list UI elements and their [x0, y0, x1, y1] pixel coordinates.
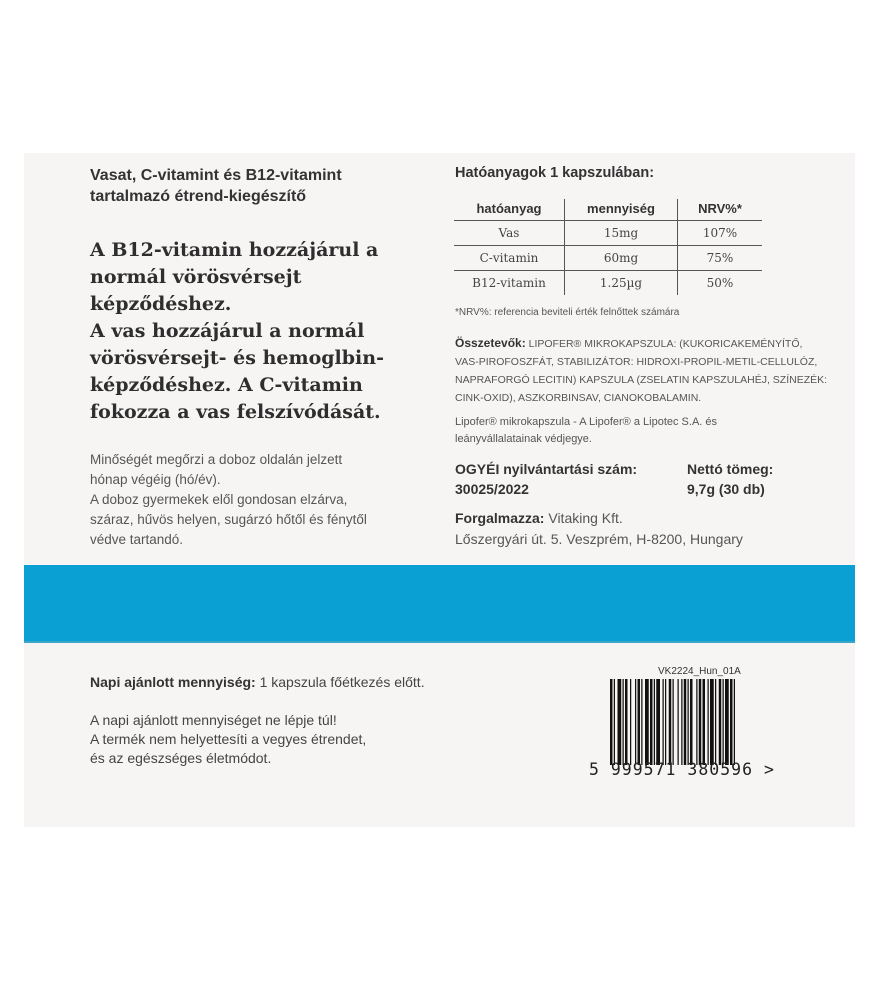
barcode-bar: [734, 679, 735, 765]
warning-line: A termék nem helyettesíti a vegyes étrendet,: [90, 731, 367, 747]
table-row: [454, 246, 762, 271]
barcode-bar: [719, 679, 722, 765]
storage-line: védve tartandó.: [90, 532, 184, 547]
table-cell: 50%: [678, 271, 763, 296]
barcode-bar: [681, 679, 682, 765]
warning-line: A napi ajánlott mennyiséget ne lépje túl!: [90, 712, 337, 728]
barcode-bar: [678, 679, 679, 765]
distributor-label: Forgalmazza:: [455, 510, 545, 526]
product-title-line: tartalmazó étrend-kiegészítő: [90, 188, 307, 205]
barcode-bar: [708, 679, 709, 765]
nutrition-table: [454, 199, 762, 295]
table-cell: C-vitamin: [454, 246, 565, 271]
registration: [455, 459, 637, 499]
barcode-bar: [618, 679, 622, 765]
barcode-bar: [635, 679, 636, 765]
column-header: hatóanyag: [454, 199, 565, 221]
claim-line: normál vörösvérsejt: [90, 266, 302, 288]
table-cell: B12-vitamin: [454, 271, 565, 296]
barcode-bar: [645, 679, 649, 765]
claim-line: fokozza a vas felszívódását.: [90, 401, 381, 423]
distributor-address: Lőszergyári út. 5. Veszprém, H-8200, Hungary: [455, 531, 743, 547]
barcode-bar: [696, 679, 697, 765]
warnings: [90, 711, 366, 768]
net-weight-label: Nettó tömeg:: [687, 461, 774, 477]
table-cell: 60mg: [565, 246, 678, 271]
claim-line: A B12-vitamin hozzájárul a: [90, 239, 379, 261]
barcode-bar: [654, 679, 655, 765]
claim-line: képződéshez.: [90, 293, 232, 315]
trademark-line: Lipofer® mikrokapszula - A Lipofer® a Lipotec S.A. és: [455, 416, 718, 428]
barcode-bar: [623, 679, 624, 765]
daily-dose: [90, 674, 425, 690]
barcode-bar: [688, 679, 689, 765]
barcode-bar: [699, 679, 702, 765]
barcode-bar: [638, 679, 641, 765]
barcode-bar: [610, 679, 613, 765]
table-cell: 1.25µg: [565, 271, 678, 296]
barcode-bar: [614, 679, 615, 765]
storage-line: Minőségét megőrzi a doboz oldalán jelzett: [90, 452, 343, 467]
trademark-line: leányvállalatainak védjegye.: [455, 433, 592, 445]
health-claims: [90, 237, 390, 426]
barcode-bar: [625, 679, 628, 765]
storage-instructions: [90, 450, 410, 550]
blue-band: [24, 565, 855, 641]
barcode-code: VK2224_Hun_01A: [658, 666, 741, 677]
barcode-bar: [663, 679, 664, 765]
ingredients: [455, 334, 828, 407]
barcode-bar: [703, 679, 706, 765]
barcode-bar: [723, 679, 724, 765]
table-row: [454, 221, 762, 246]
barcode-bar: [725, 679, 729, 765]
column-header: NRV%*: [698, 201, 742, 216]
registration-label: OGYÉI nyilvántartási szám:: [455, 461, 638, 477]
barcode-bar: [730, 679, 733, 765]
ean-number: 5 999571 380596 >: [589, 760, 775, 779]
ingredients-line: VAS-PIROFOSZFÁT, STABILIZÁTOR: HIDROXI-PROPIL-METIL-CELLULÓZ,: [455, 356, 818, 368]
barcode-bar: [650, 679, 653, 765]
table-cell: Vas: [454, 221, 565, 246]
column-header: mennyiség: [565, 199, 678, 221]
barcode-bar: [684, 679, 687, 765]
ingredients-line: CINK-OXID), ASZKORBINSAV, CIANOKOBALAMIN.: [455, 392, 702, 404]
table-cell: 75%: [678, 246, 763, 271]
barcode-bar: [656, 679, 660, 765]
ingredients-line: [455, 334, 803, 353]
distributor: [455, 508, 743, 550]
barcode-bar: [710, 679, 714, 765]
barcode-bar: [715, 679, 716, 765]
ingredients-line: NAPRAFORGÓ LECITIN) KAPSZULA (ZSELATIN KAPSZULAHÉJ, SZÍNEZÉK:: [455, 374, 828, 386]
storage-line: hónap végéig (hó/év).: [90, 472, 221, 487]
ingredients-text: LIPOFER® MIKROKAPSZULA: (KUKORICAKEMÉNYÍTŐ,: [525, 338, 803, 350]
barcode-bar: [665, 679, 666, 765]
distributor-name: Vitaking Kft.: [544, 510, 623, 526]
warning-line: és az egészséges életmódot.: [90, 750, 272, 766]
net-weight: [687, 459, 773, 499]
storage-line: A doboz gyermekek elől gondosan elzárva,: [90, 492, 348, 507]
table-row: [454, 271, 762, 296]
claim-line: vörösvérsejt- és hemoglbin-: [90, 347, 384, 369]
claim-line: képződéshez. A C-vitamin: [90, 374, 363, 396]
barcode-bar: [669, 679, 672, 765]
daily-dose-label: Napi ajánlott mennyiség:: [90, 674, 256, 690]
daily-dose-value: 1 kapszula főétkezés előtt.: [255, 674, 425, 690]
nrv-footnote: *NRV%: referencia beviteli érték felnőttek számára: [455, 307, 680, 318]
table-header-row: [454, 199, 762, 221]
barcode-bar: [630, 679, 631, 765]
barcode-icon: [610, 679, 775, 765]
distributor-line: [455, 508, 743, 529]
band-divider: [24, 641, 855, 643]
barcode-bar: [673, 679, 674, 765]
registration-number: 30025/2022: [455, 481, 529, 497]
table-cell: 107%: [678, 221, 763, 246]
barcode-bar: [690, 679, 693, 765]
barcode-bar: [641, 679, 642, 765]
product-title: [90, 165, 420, 207]
net-weight-value: 9,7g (30 db): [687, 481, 765, 497]
trademark-note: [455, 414, 717, 448]
ingredients-label: Összetevők:: [455, 336, 526, 350]
nutrition-heading: Hatóanyagok 1 kapszulában:: [455, 165, 655, 181]
storage-line: száraz, hűvös helyen, sugárzó hőtől és fénytől: [90, 512, 367, 527]
table-cell: 15mg: [565, 221, 678, 246]
product-title-line: Vasat, C-vitamint és B12-vitamint: [90, 167, 342, 184]
claim-line: A vas hozzájárul a normál: [90, 320, 365, 342]
